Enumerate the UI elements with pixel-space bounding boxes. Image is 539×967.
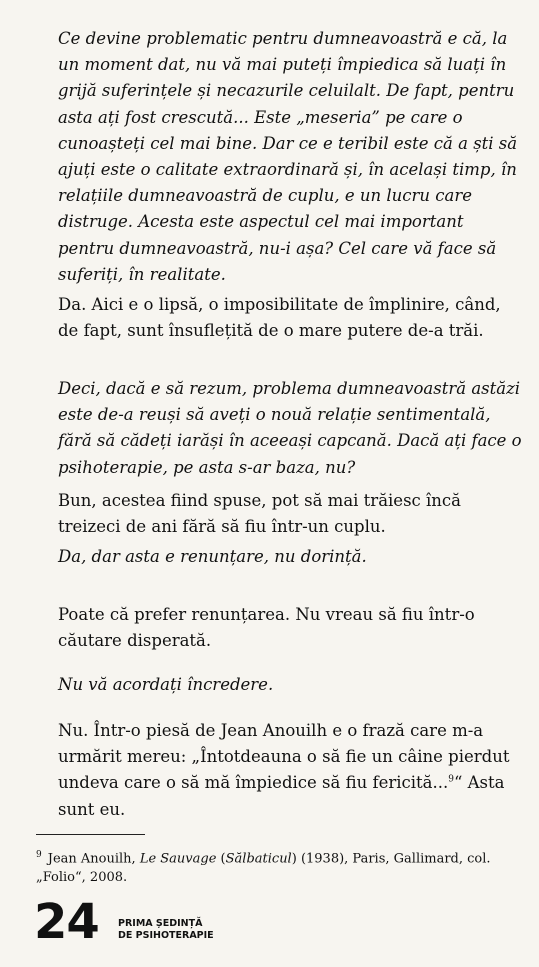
footnote xyxy=(36,846,526,887)
footnote-publication: ) (1938), Paris, Gallimard, col. „Folio“, 2008. xyxy=(36,851,491,886)
quote-closing-text: “ Asta sunt eu. xyxy=(58,773,505,819)
running-head xyxy=(118,918,214,942)
footnote-title: Le Sauvage xyxy=(139,851,217,867)
page-number: 24 xyxy=(34,894,99,950)
paragraph-therapist-4: Nu vă acordați încredere. xyxy=(58,675,274,694)
paragraph-patient-1: Da. Aici e o lipsă, o imposibilitate de împlinire, când, de fapt, sunt însuflețită de o mare putere de-a trăi. xyxy=(58,295,501,341)
paragraph-patient-4 xyxy=(58,718,524,823)
paragraph-patient-2: Bun, acestea fiind spuse, pot să mai trăiesc încă treizeci de ani fără să fiu într-un cuplu. xyxy=(58,491,462,537)
paragraph-patient-3: Poate că prefer renunțarea. Nu vreau să fiu într-o căutare disperată. xyxy=(58,605,475,651)
running-head-line2: DE PSIHOTERAPIE xyxy=(118,930,214,941)
running-head-line1: PRIMA ȘEDINȚĂ xyxy=(118,918,203,929)
paragraph-therapist-1: Ce devine problematic pentru dumneavoastră e că, la un moment dat, nu vă mai puteți împiedica să luați în grijă suferințele și necazurile celuilalt. De fapt, pentru asta ați fost crescută... Este „meseria” pe care o cunoașteți cel mai bine. Dar ce e teribil este că a ști să ajuți este o calitate extraordinară și, în același timp, în relațiile dumneavoastră de cuplu, e un lucru care distruge. Acesta este aspectul cel mai important pentru dumneavoastră, nu-i așa? Cel care vă face să suferiți, în realitate. xyxy=(58,29,518,284)
footnote-paren-open: ( xyxy=(216,851,226,867)
footnote-reference[interactable]: 9 xyxy=(448,774,454,785)
footnote-translation: Sălbaticul xyxy=(225,851,292,867)
footnote-divider xyxy=(36,834,145,835)
quote-text: Nu. Într-o piesă de Jean Anouilh e o frază care m-a urmărit mereu: „Întotdeauna o să fie un câine pierdut undeva care o să mă împiedice să fiu fericită... xyxy=(58,721,510,793)
paragraph-therapist-3: Da, dar asta e renunțare, nu dorință. xyxy=(58,547,367,566)
paragraph-therapist-2: Deci, dacă e să rezum, problema dumneavoastră astăzi este de-a reuși să aveți o nouă relație sentimentală, fără să cădeți iarăși în aceeași capcană. Dacă ați face o psihoterapie, pe asta s-ar baza, nu? xyxy=(58,379,522,477)
footnote-number: 9 xyxy=(36,850,42,860)
footnote-author: Jean Anouilh, xyxy=(47,851,140,867)
